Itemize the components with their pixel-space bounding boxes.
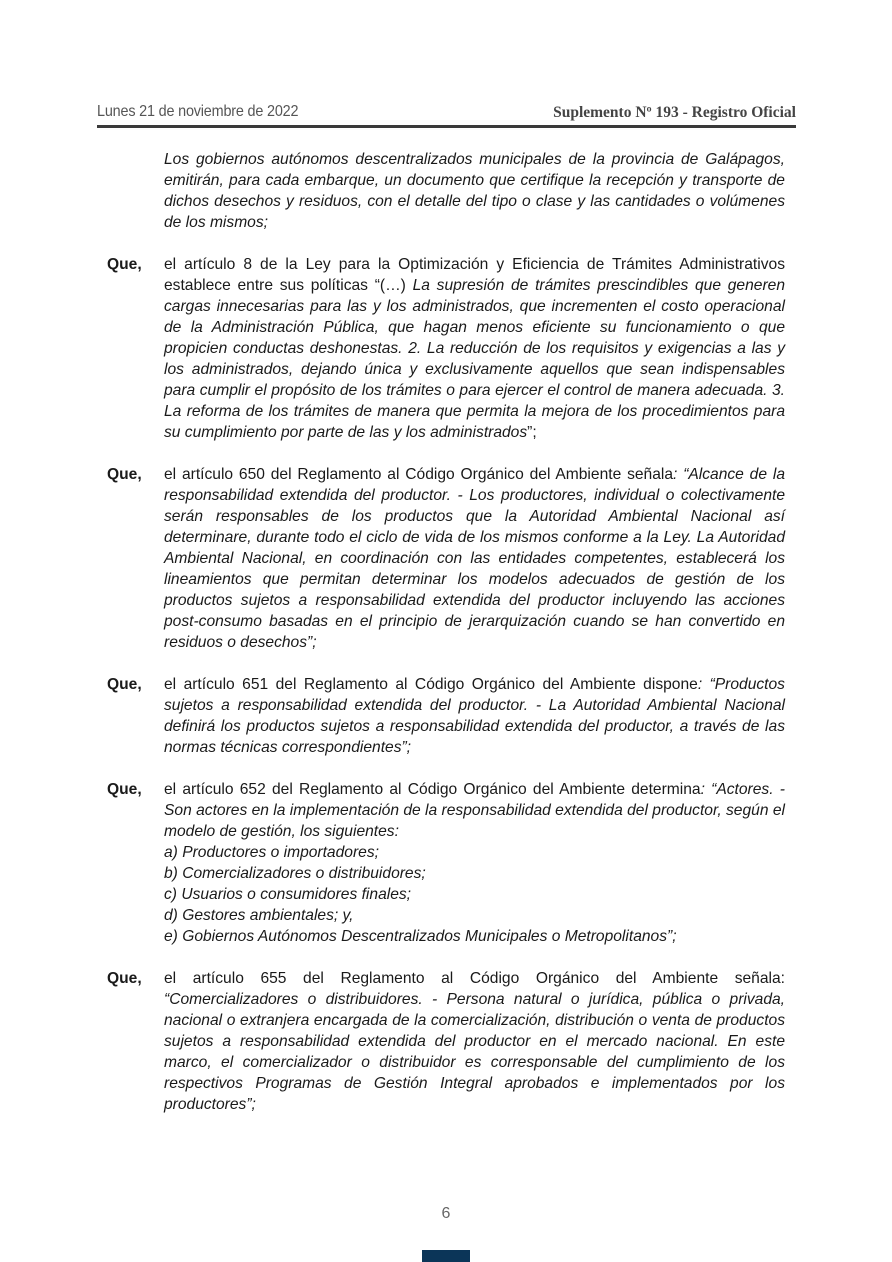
intro-paragraph xyxy=(107,149,785,233)
clause-lead: el artículo 651 del Reglamento al Código Orgánico del Ambiente dispone xyxy=(164,676,698,693)
clause-art-8 xyxy=(107,254,785,443)
intro-text: Los gobiernos autónomos descentralizados municipales de la provincia de Galápagos, emitirán, para cada embarque, un documento que certifique la recepción y transporte de dichos desechos y residuos, con el detalle del tipo o clase y las cantidades o volúmenes de los mismos; xyxy=(164,151,785,231)
clause-quote: : “Alcance de la responsabilidad extendida del productor. - Los productores, individual o colectivamente serán responsables de los productos que la Autoridad Ambiental Nacional así determinare, durante todo el ciclo de vida de los mismos conforme a la Ley. La Autoridad Ambiental Nacional, en coordinación con las entidades competentes, establecerá los lineamientos que permitan determinar los modelos adecuados de gestión de los productos sujetos a responsabilidad extendida del productor incluyendo las acciones post-consumo basadas en el principio de jerarquización cuando se han convertido en residuos o desechos”; xyxy=(164,466,785,651)
clause-label: Que, xyxy=(107,781,142,798)
actor-list-item: e) Gobiernos Autónomos Descentralizados Municipales o Metropolitanos”; xyxy=(164,928,677,945)
clause-label: Que, xyxy=(107,256,142,273)
clause-lead: el artículo 652 del Reglamento al Código Orgánico del Ambiente determina xyxy=(164,781,701,798)
actor-list-item: a) Productores o importadores; xyxy=(164,844,379,861)
clause-lead: el artículo 655 del Reglamento al Código Orgánico del Ambiente señala: xyxy=(164,970,785,987)
actor-list-item: d) Gestores ambientales; y, xyxy=(164,907,354,924)
header-divider xyxy=(97,125,796,128)
clause-lead: el artículo 8 de la Ley para la Optimización y Eficiencia de Trámites Administrativos establece entre sus políticas “(…) xyxy=(164,256,785,294)
header-date: Lunes 21 de noviembre de 2022 xyxy=(97,103,299,120)
clause-art-652 xyxy=(107,779,785,947)
clause-tail: ”; xyxy=(527,424,537,441)
page-header xyxy=(97,103,796,125)
clause-label: Que, xyxy=(107,676,142,693)
clause-lead: el artículo 650 del Reglamento al Código Orgánico del Ambiente señala xyxy=(164,466,674,483)
clause-label: Que, xyxy=(107,466,142,483)
clause-art-651 xyxy=(107,674,785,758)
clause-label: Que, xyxy=(107,970,142,987)
clause-art-650 xyxy=(107,464,785,653)
clause-quote: : “Productos sujetos a responsabilidad extendida del productor. - La Autoridad Ambiental Nacional definirá los productos sujetos a responsabilidad extendida del productor, a través de las normas técnicas correspondientes”; xyxy=(164,676,785,756)
actor-list-item: c) Usuarios o consumidores finales; xyxy=(164,886,412,903)
clause-quote: La supresión de trámites prescindibles que generen cargas innecesarias para las y los administrados, que incrementen el costo operacional de la Administración Pública, que hagan menos eficiente su funcionamiento o que propicien conductas deshonestas. 2. La reducción de los requisitos y exigencias a las y los administrados, dejando única y exclusivamente aquellos que sean indispensables para cumplir el propósito de los trámites o para ejercer el control de manera adecuada. 3. La reforma de los trámites de manera que permita la mejora de los procedimientos para su cumplimiento por parte de las y los administrados xyxy=(164,277,785,441)
actor-list-item: b) Comercializadores o distribuidores; xyxy=(164,865,426,882)
footer-bar xyxy=(422,1250,470,1262)
page-number: 6 xyxy=(441,1205,451,1222)
document-body xyxy=(107,149,785,1136)
clause-quote: “Comercializadores o distribuidores. - Persona natural o jurídica, pública o privada, nacional o extranjera encargada de la comercialización, distribución o venta de productos sujetos a responsabilidad extendida del productor en el mercado nacional. En este marco, el comercializador o distribuidor es corresponsable del cumplimiento de los respectivos Programas de Gestión Integral aprobados e implementados por los productores”; xyxy=(164,991,785,1113)
clause-art-655 xyxy=(107,968,785,1115)
header-publication: Suplemento Nº 193 - Registro Oficial xyxy=(553,104,796,121)
clause-quote: : “Actores. - Son actores en la implementación de la responsabilidad extendida del productor, según el modelo de gestión, los siguientes: xyxy=(164,781,785,840)
